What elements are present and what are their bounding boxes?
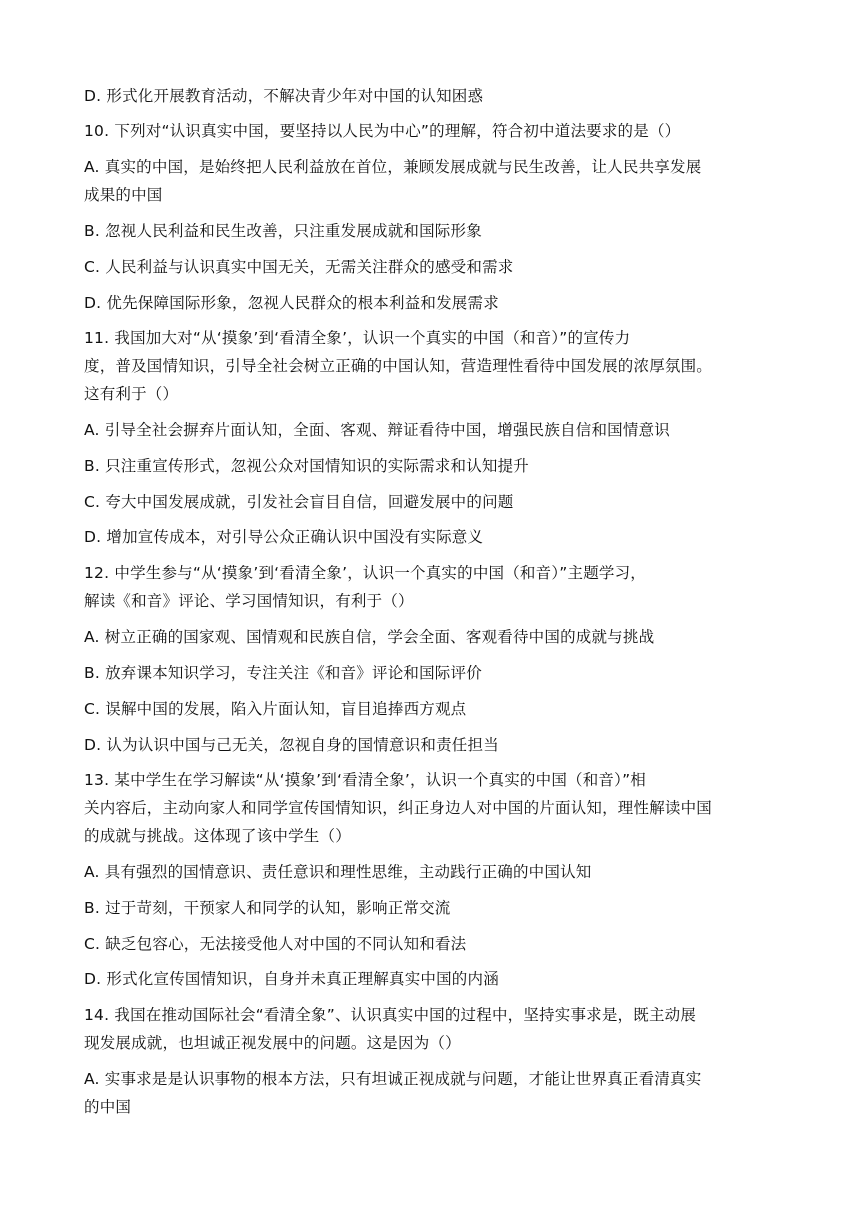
question-10: 10. 下列对“认识真实中国，要坚持以人民为中心”的理解，符合初中道法要求的是（） xyxy=(84,122,681,140)
option-10-c: C. 人民利益与认识真实中国无关，无需关注群众的感受和需求 xyxy=(84,258,514,276)
option-9-d: D. 形式化开展教育活动，不解决青少年对中国的认知困惑 xyxy=(84,87,484,105)
option-11-b: B. 只注重宣传形式，忽视公众对国情知识的实际需求和认知提升 xyxy=(84,457,529,475)
question-14-cont: 现发展成就，也坦诚正视发展中的问题。这是因为（） xyxy=(84,1034,461,1052)
question-11-cont-2: 这有利于（） xyxy=(84,385,179,403)
option-13-c: C. 缺乏包容心，无法接受他人对中国的不同认知和看法 xyxy=(84,935,467,953)
option-10-d: D. 优先保障国际形象，忽视人民群众的根本利益和发展需求 xyxy=(84,294,499,312)
option-12-a: A. 树立正确的国家观、国情观和民族自信，学会全面、客观看待中国的成就与挑战 xyxy=(84,628,655,646)
option-10-a: A. 真实的中国，是始终把人民利益放在首位，兼顾发展成就与民生改善，让人民共享发展 xyxy=(84,158,702,176)
question-14: 14. 我国在推动国际社会“看清全象”、认识真实中国的过程中，坚持实事求是，既主动展 xyxy=(84,1006,697,1024)
question-12-cont: 解读《和音》评论、学习国情知识，有利于（） xyxy=(84,592,414,610)
option-10-b: B. 忽视人民利益和民生改善，只注重发展成就和国际形象 xyxy=(84,222,482,240)
question-13-cont-1: 关内容后，主动向家人和同学宣传国情知识，纠正身边人对中国的片面认知，理性解读中国 xyxy=(84,799,713,817)
option-11-d: D. 增加宣传成本，对引导公众正确认识中国没有实际意义 xyxy=(84,528,484,546)
option-13-a: A. 具有强烈的国情意识、责任意识和理性思维，主动践行正确的中国认知 xyxy=(84,863,592,881)
question-13-cont-2: 的成就与挑战。这体现了该中学生（） xyxy=(84,827,351,845)
question-11: 11. 我国加大对“从‘摸象’到‘看清全象’，认识一个真实的中国（和音）”的宣传力 xyxy=(84,329,631,347)
option-11-c: C. 夸大中国发展成就，引发社会盲目自信，回避发展中的问题 xyxy=(84,493,514,511)
question-11-cont-1: 度，普及国情知识，引导全社会树立正确的中国认知，营造理性看待中国发展的浓厚氛围。 xyxy=(84,357,713,375)
option-11-a: A. 引导全社会摒弃片面认知，全面、客观、辩证看待中国，增强民族自信和国情意识 xyxy=(84,421,670,439)
option-13-d: D. 形式化宣传国情知识，自身并未真正理解真实中国的内涵 xyxy=(84,970,499,988)
option-14-a-cont: 的中国 xyxy=(84,1098,132,1116)
option-13-b: B. 过于苛刻，干预家人和同学的认知，影响正常交流 xyxy=(84,899,451,917)
option-14-a: A. 实事求是是认识事物的根本方法，只有坦诚正视成就与问题，才能让世界真正看清真实 xyxy=(84,1070,702,1088)
option-12-d: D. 认为认识中国与己无关，忽视自身的国情意识和责任担当 xyxy=(84,736,499,754)
option-12-c: C. 误解中国的发展，陷入片面认知，盲目追捧西方观点 xyxy=(84,700,467,718)
option-12-b: B. 放弃课本知识学习，专注关注《和音》评论和国际评价 xyxy=(84,664,482,682)
question-13: 13. 某中学生在学习解读“从‘摸象’到‘看清全象’，认识一个真实的中国（和音）”相 xyxy=(84,771,646,789)
question-12: 12. 中学生参与“从‘摸象’到‘看清全象’，认识一个真实的中国（和音）”主题学习， xyxy=(84,564,646,582)
option-10-a-cont: 成果的中国 xyxy=(84,186,163,204)
